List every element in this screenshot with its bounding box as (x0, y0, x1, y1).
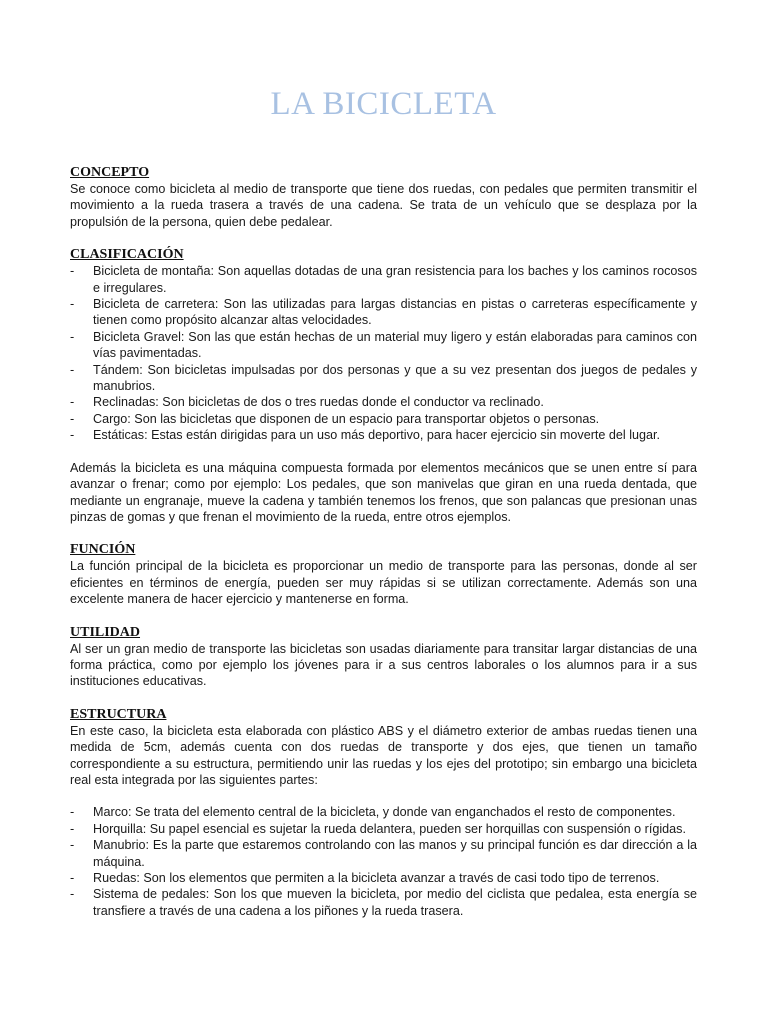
list-item: - Cargo: Son las bicicletas que disponen de un espacio para transportar objetos o personas. (70, 411, 600, 426)
list-item: - Ruedas: Son los elementos que permiten a la bicicleta avanzar a través de casi todo tipo de terrenos. (70, 871, 660, 885)
section-funcion (70, 541, 697, 607)
heading-clasificacion: CLASIFICACIÓN (70, 247, 184, 263)
paragraph-concepto: Se conoce como bicicleta al medio de transporte que tiene dos ruedas, con pedales que permiten transmitir el movimiento a la rueda trasera a través de una cadena. Se trata de un vehículo que se desplaza por la propulsión de la persona, quien debe pedalear. (70, 182, 697, 229)
list-item: - Horquilla: Su papel esencial es sujetar la rueda delantera, pueden ser horquillas con suspensión o rígidas. (70, 821, 686, 836)
document-title: LA BICICLETA (270, 86, 497, 122)
list-item: - Marco: Se trata del elemento central de la bicicleta, y donde van enganchados el resto de componentes. (70, 805, 676, 820)
paragraph-estructura: En este caso, la bicicleta esta elaborada con plástico ABS y el diámetro exterior de ambas ruedas tienen una medida de 5cm, además cuenta con dos ruedas de transporte y dos ejes, que tienen un tamaño correspondiente a su estructura, permitiendo unir las ruedas y los ejes del prototipo; sin embargo una bicicleta real esta integrada por las siguientes partes: (70, 723, 697, 787)
list-item: - Bicicleta Gravel: Son las que están hechas de un material muy ligero y están elaboradas para caminos con vías pavimentadas. (70, 329, 697, 361)
document-body (70, 164, 697, 919)
heading-concepto: CONCEPTO (70, 165, 150, 180)
list-item: - Bicicleta de montaña: Son aquellas dotadas de una gran resistencia para los baches y los caminos rocosos e irregulares. (70, 264, 697, 295)
list-item: - Estáticas: Estas están dirigidas para un uso más deportivo, para hacer ejercicio sin moverte del lugar. (70, 428, 661, 443)
list-estructura (70, 804, 697, 919)
list-item: - Tándem: Son bicicletas impulsadas por dos personas y que a su vez presentan dos juegos de pedales y manubrios. (70, 362, 697, 394)
heading-estructura: ESTRUCTURA (70, 706, 167, 722)
paragraph-funcion: La función principal de la bicicleta es proporcionar un medio de transporte para las personas, donde al ser eficientes en términos de energía, pueden ser muy rápidas si se utilizan correctamente. Además son una excelente manera de hacer ejercicio y mantenerse en forma. (70, 559, 697, 607)
section-clasificacion (70, 246, 697, 525)
paragraph-mecanica: Además la bicicleta es una máquina compuesta formada por elementos mecánicos que se unen entre sí para avanzar o frenar; como por ejemplo: Los pedales, que son manivelas que giran en una rueda dentada, que mediante un engranaje, mueve la cadena y también tenemos los frenos, que son palancas que presionan unas pinzas de gomas y que frenan el movimiento de la rueda, entre otros ejemplos. (70, 460, 697, 524)
list-item: - Sistema de pedales: Son los que mueven la bicicleta, por medio del ciclista que pedalea, esta energía se transfiere a través de una cadena a los piñones y la rueda trasera. (70, 887, 697, 918)
heading-utilidad: UTILIDAD (70, 624, 141, 640)
list-clasificacion (70, 263, 697, 443)
list-item: - Bicicleta de carretera: Son las utilizadas para largas distancias en pistas o carreteras específicamente y tienen como propósito alcanzar altas velocidades. (70, 297, 697, 328)
section-utilidad (70, 624, 697, 690)
section-concepto (70, 164, 697, 230)
paragraph-utilidad: Al ser un gran medio de transporte las bicicletas son usadas diariamente para transitar largar distancias de una forma práctica, como por ejemplo los jóvenes para ir a sus centros laborales o los alumnos para ir a sus instituciones educativas. (70, 641, 697, 689)
list-item: - Manubrio: Es la parte que estaremos controlando con las manos y su principal función es dar dirección a la máquina. (70, 838, 697, 869)
section-estructura (70, 706, 697, 919)
heading-funcion: FUNCIÓN (70, 542, 136, 558)
list-item: - Reclinadas: Son bicicletas de dos o tres ruedas donde el conductor va reclinado. (70, 395, 544, 410)
